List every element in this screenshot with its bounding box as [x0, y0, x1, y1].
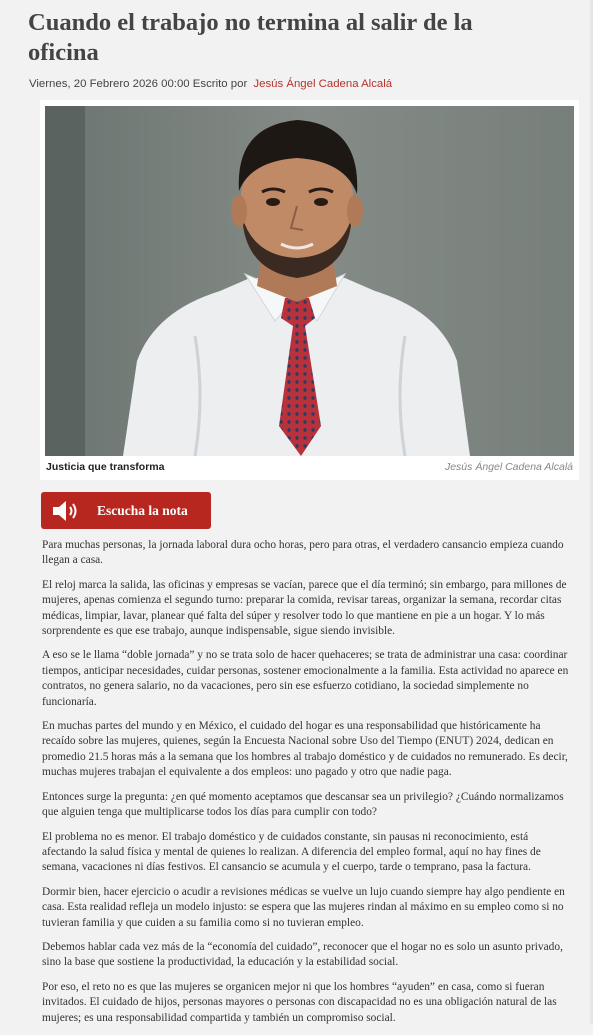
paragraph: Por eso, el reto no es que las mujeres se organicen mejor ni que los hombres “ayuden” en casa, como si fueran invitados. El cuidado de hijos, personas mayores o personas con discapacidad no es una obligación natural de las mujeres; es una responsabilidad compartida y también un compromiso social.	[42, 980, 557, 1024]
paragraph: El reloj marca la salida, las oficinas y empresas se vacían, parece que el día terminó; sin embargo, para millones de mujeres, apenas comienza el segundo turno: preparar la comida, revisar tareas, organizar la semana, recordar citas médicas, limpiar, lavar, planear qué falta del súper y resolver todo lo que mantiene en pie a un hogar. Y lo más sorprendente es que ese trabajo, aunque indispensable, sigue siendo invisible.	[42, 578, 567, 638]
paragraph: Debemos hablar cada vez más de la “economía del cuidado”, reconocer que el hogar no es solo un asunto privado, sino la base que sostiene la productividad, la educación y la estabilidad social.	[42, 940, 563, 969]
author-link[interactable]: Jesús Ángel Cadena Alcalá	[253, 78, 393, 90]
speaker-icon	[51, 499, 81, 523]
article-date: Viernes, 20 Febrero 2026 00:00 Escrito por	[29, 78, 248, 90]
article-meta	[29, 78, 392, 90]
paragraph: El problema no es menor. El trabajo doméstico y de cuidados constante, sin pausas ni reconocimiento, está afectando la salud física y mental de quienes lo realizan. A diferencia del empleo formal, aquí no hay fines de semana, vacaciones ni días festivos. El cansancio se acumula y el cuerpo, tarde o temprano, pasa la factura.	[42, 830, 541, 874]
author-photo	[45, 106, 574, 456]
paragraph: En muchas partes del mundo y en México, el cuidado del hogar es una responsabilidad que históricamente ha recaído sobre las mujeres, quienes, según la Encuesta Nacional sobre Uso del Tiempo (ENUT) 2024, dedican en promedio 21.5 horas más a la semana que los hombres al trabajo doméstico y de cuidados no remunerado. Es decir, muchas mujeres trabajan el equivalente a dos empleos: uno pagado y otro que nadie paga.	[42, 720, 568, 779]
article-title: Cuando el trabajo no termina al salir de la oficina	[28, 9, 473, 66]
paragraph: Dormir bien, hacer ejercicio o acudir a revisiones médicas se vuelve un lujo cuando siempre hay algo pendiente en casa. Esta realidad refleja un modelo injusto: se espera que las mujeres rindan al máximo en su empleo como si no tuvieran familia y que cuiden a su familia como si no tuvieran empleo.	[42, 885, 565, 929]
article-figure	[40, 100, 579, 480]
paragraph: Entonces surge la pregunta: ¿en qué momento aceptamos que descansar sea un privilegio? ¿Cuándo normalizamos que alguien tenga que multiplicarse todos los días para cumplir con todo?	[42, 790, 564, 819]
article-body	[42, 538, 574, 1035]
listen-button-label: Escucha la nota	[97, 502, 188, 518]
paragraph: Para muchas personas, la jornada laboral dura ocho horas, pero para otras, el verdadero cansancio empieza cuando llegan a casa.	[42, 539, 564, 567]
photo-credit: Jesús Ángel Cadena Alcalá	[444, 461, 573, 473]
photo-caption: Justicia que transforma	[46, 461, 165, 473]
paragraph: A eso se le llama “doble jornada” y no se trata solo de hacer quehaceres; se trata de administrar una casa: coordinar tiempos, anticipar necesidades, cuidar personas, sostener emocionalmente a la familia. Esta actividad no aparece en contratos, no genera salario, no da vacaciones, pero sin ese esfuerzo cotidiano, la sociedad simplemente no funcionaría.	[42, 649, 569, 708]
listen-button[interactable]	[41, 492, 211, 529]
